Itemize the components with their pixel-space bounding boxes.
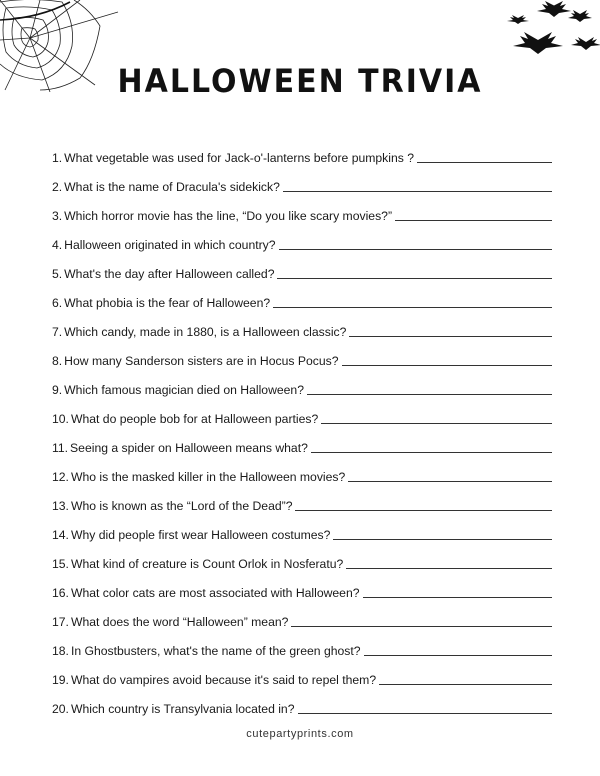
question-text: Who is known as the “Lord of the Dead”? <box>70 499 293 513</box>
question-number: 1. <box>52 151 63 165</box>
question-text: What vegetable was used for Jack-o'-lanterns before pumpkins ? <box>64 151 415 165</box>
question-text: What do vampires avoid because it's said to repel them? <box>70 673 377 687</box>
question-item <box>52 600 552 629</box>
question-number: 8. <box>52 354 63 368</box>
question-item <box>52 310 552 339</box>
question-text: How many Sanderson sisters are in Hocus Pocus? <box>64 354 339 368</box>
question-text: Who is the masked killer in the Halloween movies? <box>70 470 346 484</box>
answer-blank-line[interactable] <box>395 220 552 221</box>
question-number: 18. <box>52 644 69 658</box>
question-text: What color cats are most associated with Halloween? <box>70 586 360 600</box>
question-item <box>52 687 552 716</box>
footer-website: cutepartyprints.com <box>246 728 354 740</box>
question-item <box>52 426 552 455</box>
question-number: 10. <box>52 412 69 426</box>
answer-blank-line[interactable] <box>311 452 552 453</box>
answer-blank-line[interactable] <box>349 336 552 337</box>
answer-blank-line[interactable] <box>364 655 552 656</box>
question-item <box>52 368 552 397</box>
answer-blank-line[interactable] <box>417 162 552 163</box>
question-text: Which famous magician died on Halloween? <box>64 383 304 397</box>
answer-blank-line[interactable] <box>298 713 553 714</box>
answer-blank-line[interactable] <box>321 423 552 424</box>
question-number: 12. <box>52 470 69 484</box>
question-text: Which country is Transylvania located in? <box>70 702 295 716</box>
answer-blank-line[interactable] <box>363 597 552 598</box>
answer-blank-line[interactable] <box>295 510 552 511</box>
question-item <box>52 339 552 368</box>
answer-blank-line[interactable] <box>291 626 552 627</box>
answer-blank-line[interactable] <box>348 481 552 482</box>
question-number: 16. <box>52 586 69 600</box>
answer-blank-line[interactable] <box>342 365 552 366</box>
answer-blank-line[interactable] <box>333 539 552 540</box>
question-item <box>52 542 552 571</box>
question-number: 14. <box>52 528 69 542</box>
answer-blank-line[interactable] <box>346 568 552 569</box>
question-item <box>52 252 552 281</box>
answer-blank-line[interactable] <box>307 394 552 395</box>
bats-icon <box>500 0 600 70</box>
answer-blank-line[interactable] <box>277 278 552 279</box>
question-number: 5. <box>52 267 63 281</box>
question-number: 2. <box>52 180 63 194</box>
question-number: 13. <box>52 499 69 513</box>
question-item <box>52 136 552 165</box>
question-item <box>52 513 552 542</box>
answer-blank-line[interactable] <box>379 684 552 685</box>
question-text: Halloween originated in which country? <box>64 238 276 252</box>
question-item <box>52 397 552 426</box>
question-number: 20. <box>52 702 69 716</box>
question-item <box>52 281 552 310</box>
question-number: 6. <box>52 296 63 310</box>
question-item <box>52 455 552 484</box>
answer-blank-line[interactable] <box>273 307 552 308</box>
question-number: 17. <box>52 615 69 629</box>
question-number: 7. <box>52 325 63 339</box>
question-number: 9. <box>52 383 63 397</box>
question-text: Which candy, made in 1880, is a Halloween classic? <box>64 325 347 339</box>
question-text: In Ghostbusters, what's the name of the green ghost? <box>70 644 361 658</box>
question-item <box>52 629 552 658</box>
question-text: What do people bob for at Halloween parties? <box>70 412 319 426</box>
question-item <box>52 484 552 513</box>
question-text: What phobia is the fear of Halloween? <box>64 296 271 310</box>
question-text: Which horror movie has the line, “Do you like scary movies?” <box>64 209 392 223</box>
question-text: What is the name of Dracula's sidekick? <box>64 180 280 194</box>
question-text: What's the day after Halloween called? <box>64 267 275 281</box>
question-number: 19. <box>52 673 69 687</box>
question-item <box>52 223 552 252</box>
question-text: What does the word “Halloween” mean? <box>70 615 289 629</box>
question-number: 15. <box>52 557 69 571</box>
page-title: HALLOWEEN TRIVIA <box>117 62 483 101</box>
question-number: 3. <box>52 209 63 223</box>
question-item <box>52 658 552 687</box>
question-number: 4. <box>52 238 63 252</box>
question-item <box>52 571 552 600</box>
question-item <box>52 165 552 194</box>
question-item <box>52 194 552 223</box>
question-number: 11. <box>52 441 69 455</box>
question-text: Why did people first wear Halloween costumes? <box>70 528 331 542</box>
question-list <box>52 136 552 716</box>
question-text: Seeing a spider on Halloween means what? <box>70 441 308 455</box>
answer-blank-line[interactable] <box>279 249 552 250</box>
answer-blank-line[interactable] <box>283 191 552 192</box>
question-text: What kind of creature is Count Orlok in Nosferatu? <box>70 557 344 571</box>
